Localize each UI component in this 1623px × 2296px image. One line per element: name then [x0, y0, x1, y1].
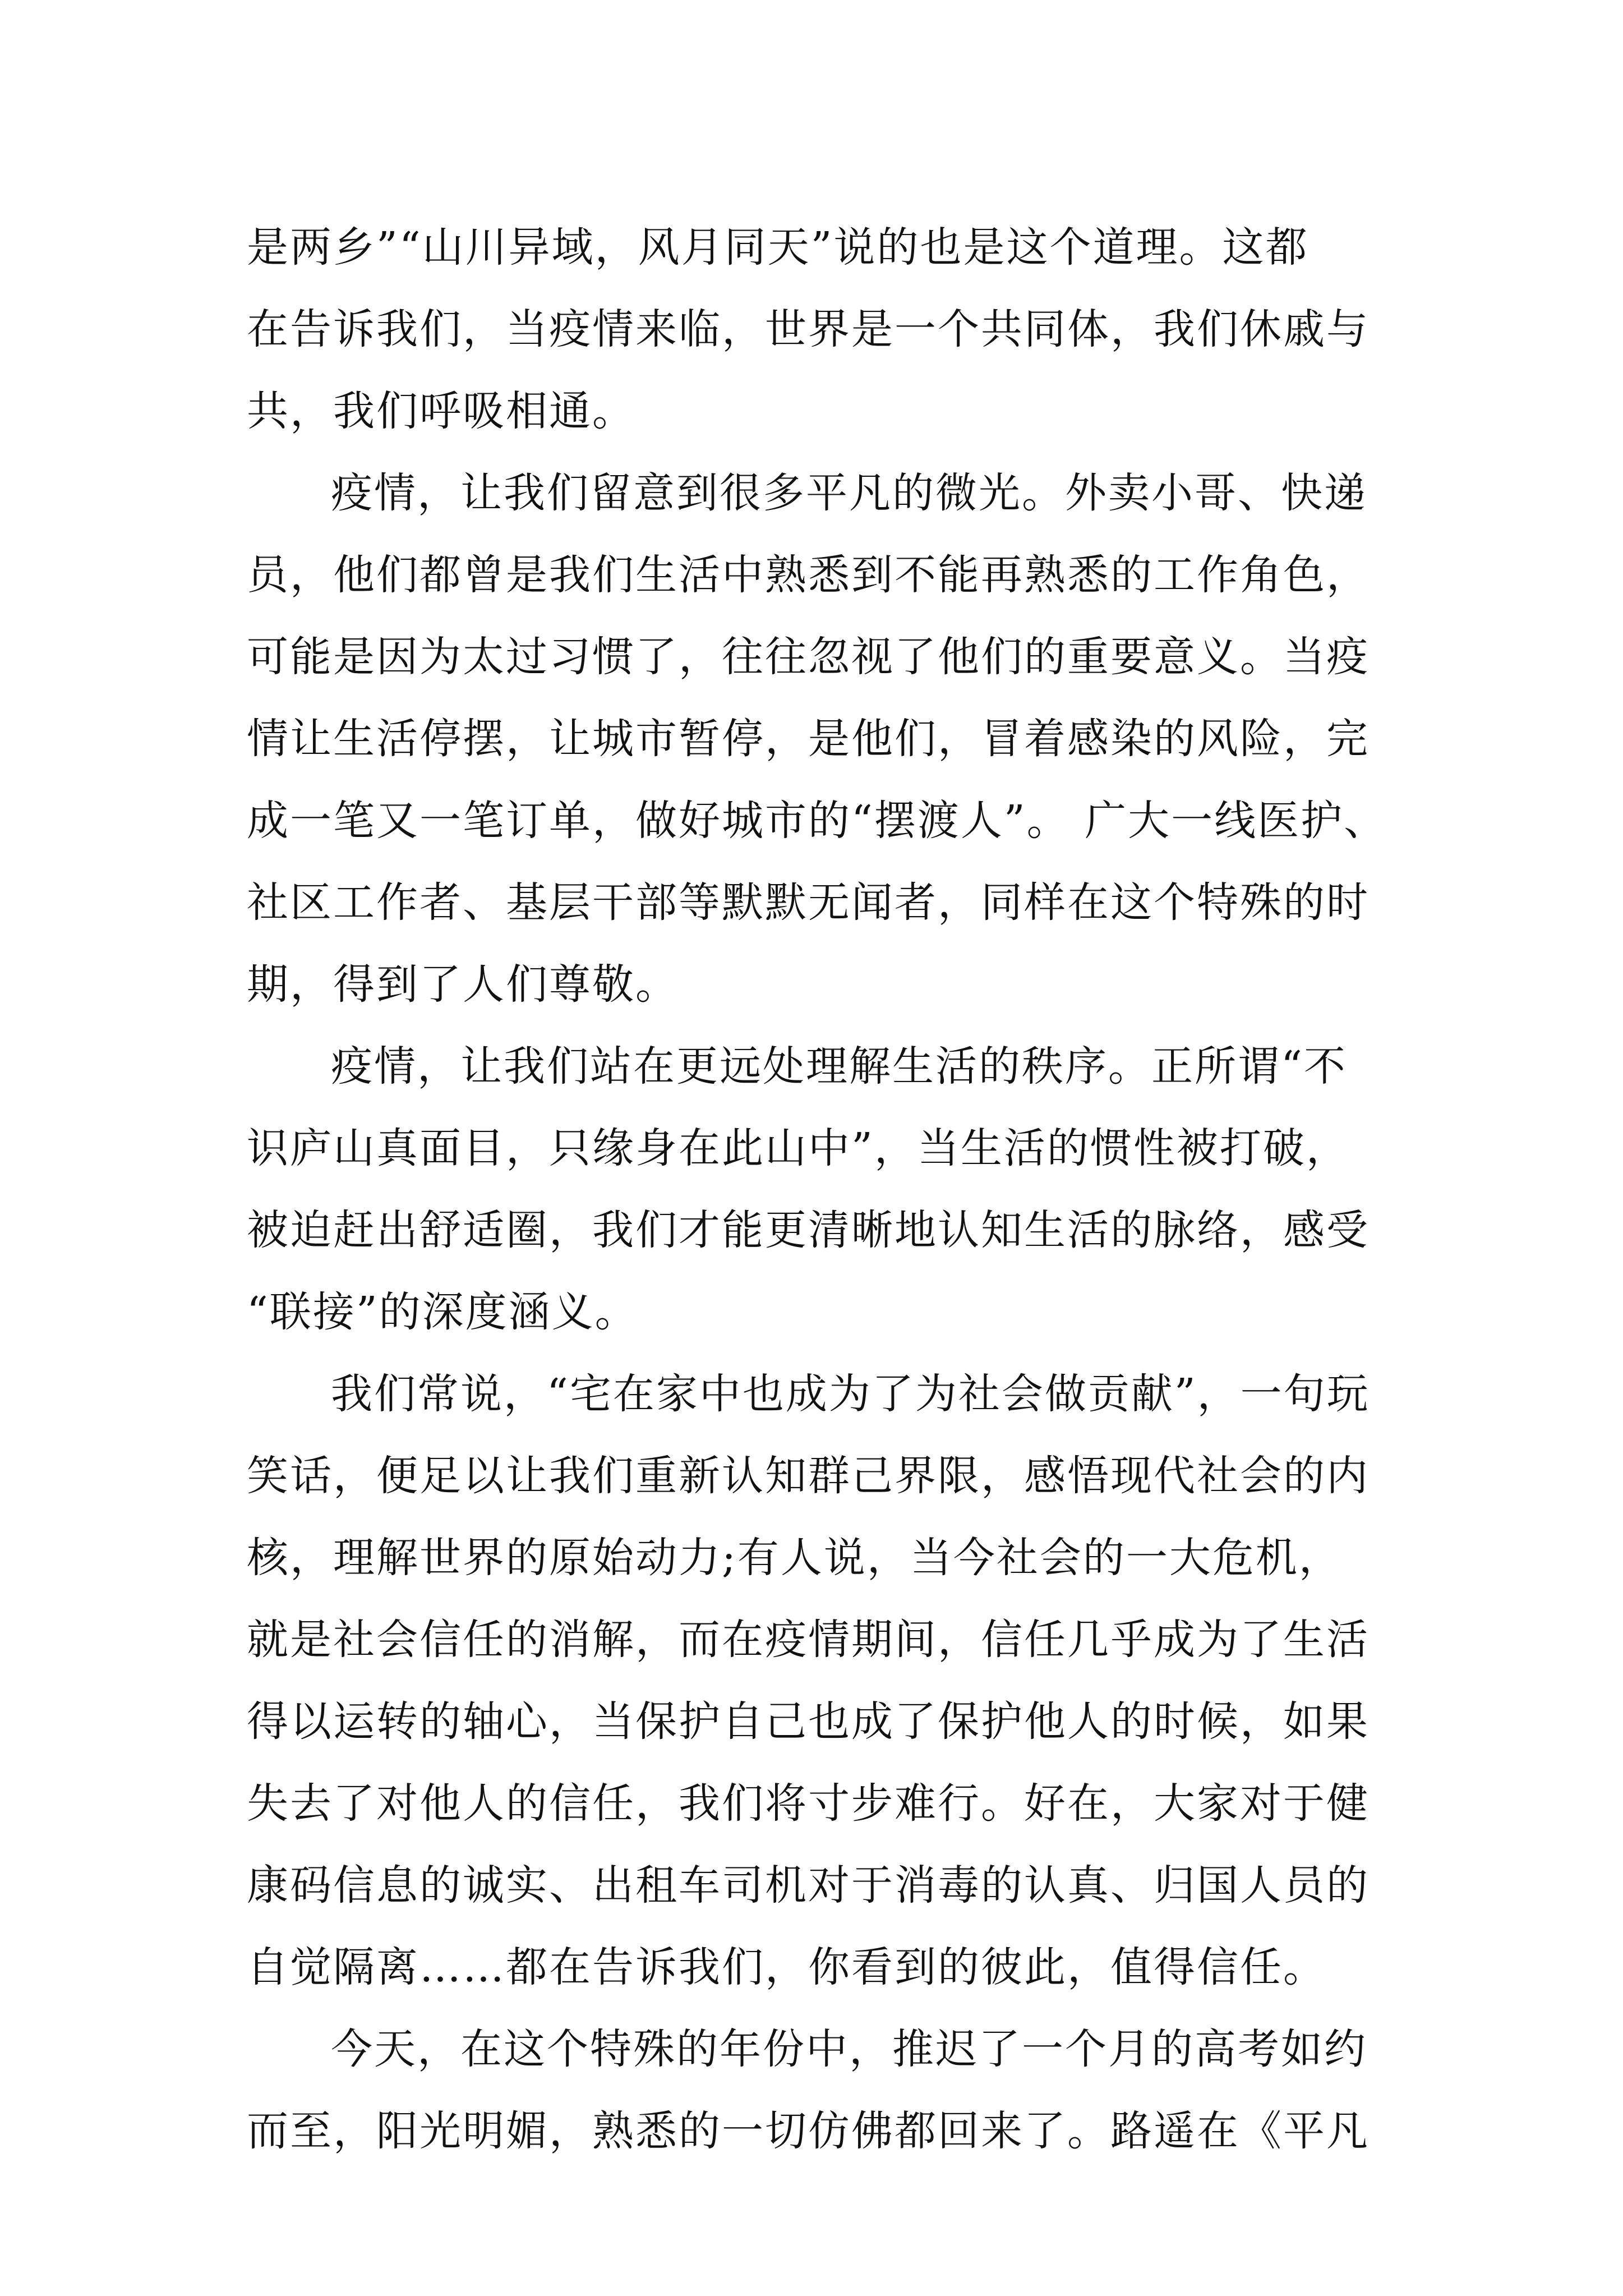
text-line: 自觉隔离……都在告诉我们，你看到的彼此，值得信任。 — [247, 1943, 1326, 1991]
text-line: 社区工作者、基层干部等默默无闻者，同样在这个特殊的时 — [247, 878, 1370, 927]
text-line: 核，理解世界的原始动力;有人说，当今社会的一大危机， — [247, 1534, 1342, 1582]
text-line: 可能是因为太过习惯了，往往忽视了他们的重要意义。当疫 — [247, 633, 1370, 681]
text-line: 在告诉我们，当疫情来临，世界是一个共同体，我们休戚与 — [247, 305, 1370, 353]
text-line: 是两乡”“山川异域，风月同天”说的也是这个道理。这都 — [247, 223, 1309, 272]
paragraph-first-line: 疫情，让我们留意到很多平凡的微光。外卖小哥、快递 — [331, 469, 1367, 517]
text-line: 识庐山真面目，只缘身在此山中”，当生活的惯性被打破， — [247, 1124, 1349, 1172]
text-line: 成一笔又一笔订单，做好城市的“摆渡人”。 广大一线医护、 — [247, 797, 1387, 845]
paragraph-first-line: 疫情，让我们站在更远处理解生活的秩序。正所谓“不 — [331, 1042, 1347, 1091]
text-line: 共，我们呼吸相通。 — [247, 387, 635, 435]
paragraph-first-line: 我们常说，“宅在家中也成为了为社会做贡献”，一句玩 — [331, 1370, 1370, 1418]
text-line: 而至，阳光明媚，熟悉的一切仿佛都回来了。路遥在《平凡 — [247, 2107, 1370, 2155]
text-line: 被迫赶出舒适圈，我们才能更清晰地认知生活的脉络，感受 — [247, 1206, 1370, 1254]
text-line: 就是社会信任的消解，而在疫情期间，信任几乎成为了生活 — [247, 1616, 1370, 1664]
text-line: 情让生活停摆，让城市暂停，是他们，冒着感染的风险，完 — [247, 715, 1370, 763]
essay-body — [247, 206, 1385, 2172]
text-line: 笑话，便足以让我们重新认知群己界限，感悟现代社会的内 — [247, 1452, 1370, 1500]
text-line: 员，他们都曾是我们生活中熟悉到不能再熟悉的工作角色， — [247, 551, 1370, 599]
text-line: 失去了对他人的信任，我们将寸步难行。好在，大家对于健 — [247, 1779, 1370, 1828]
text-line: 康码信息的诚实、出租车司机对于消毒的认真、归国人员的 — [247, 1861, 1370, 1910]
text-line: 期，得到了人们尊敬。 — [247, 960, 679, 1009]
text-line: “联接”的深度涵义。 — [247, 1288, 638, 1336]
paragraph-first-line: 今天，在这个特殊的年份中，推迟了一个月的高考如约 — [331, 2025, 1367, 2073]
text-line: 得以运转的轴心，当保护自己也成了保护他人的时候，如果 — [247, 1697, 1370, 1746]
